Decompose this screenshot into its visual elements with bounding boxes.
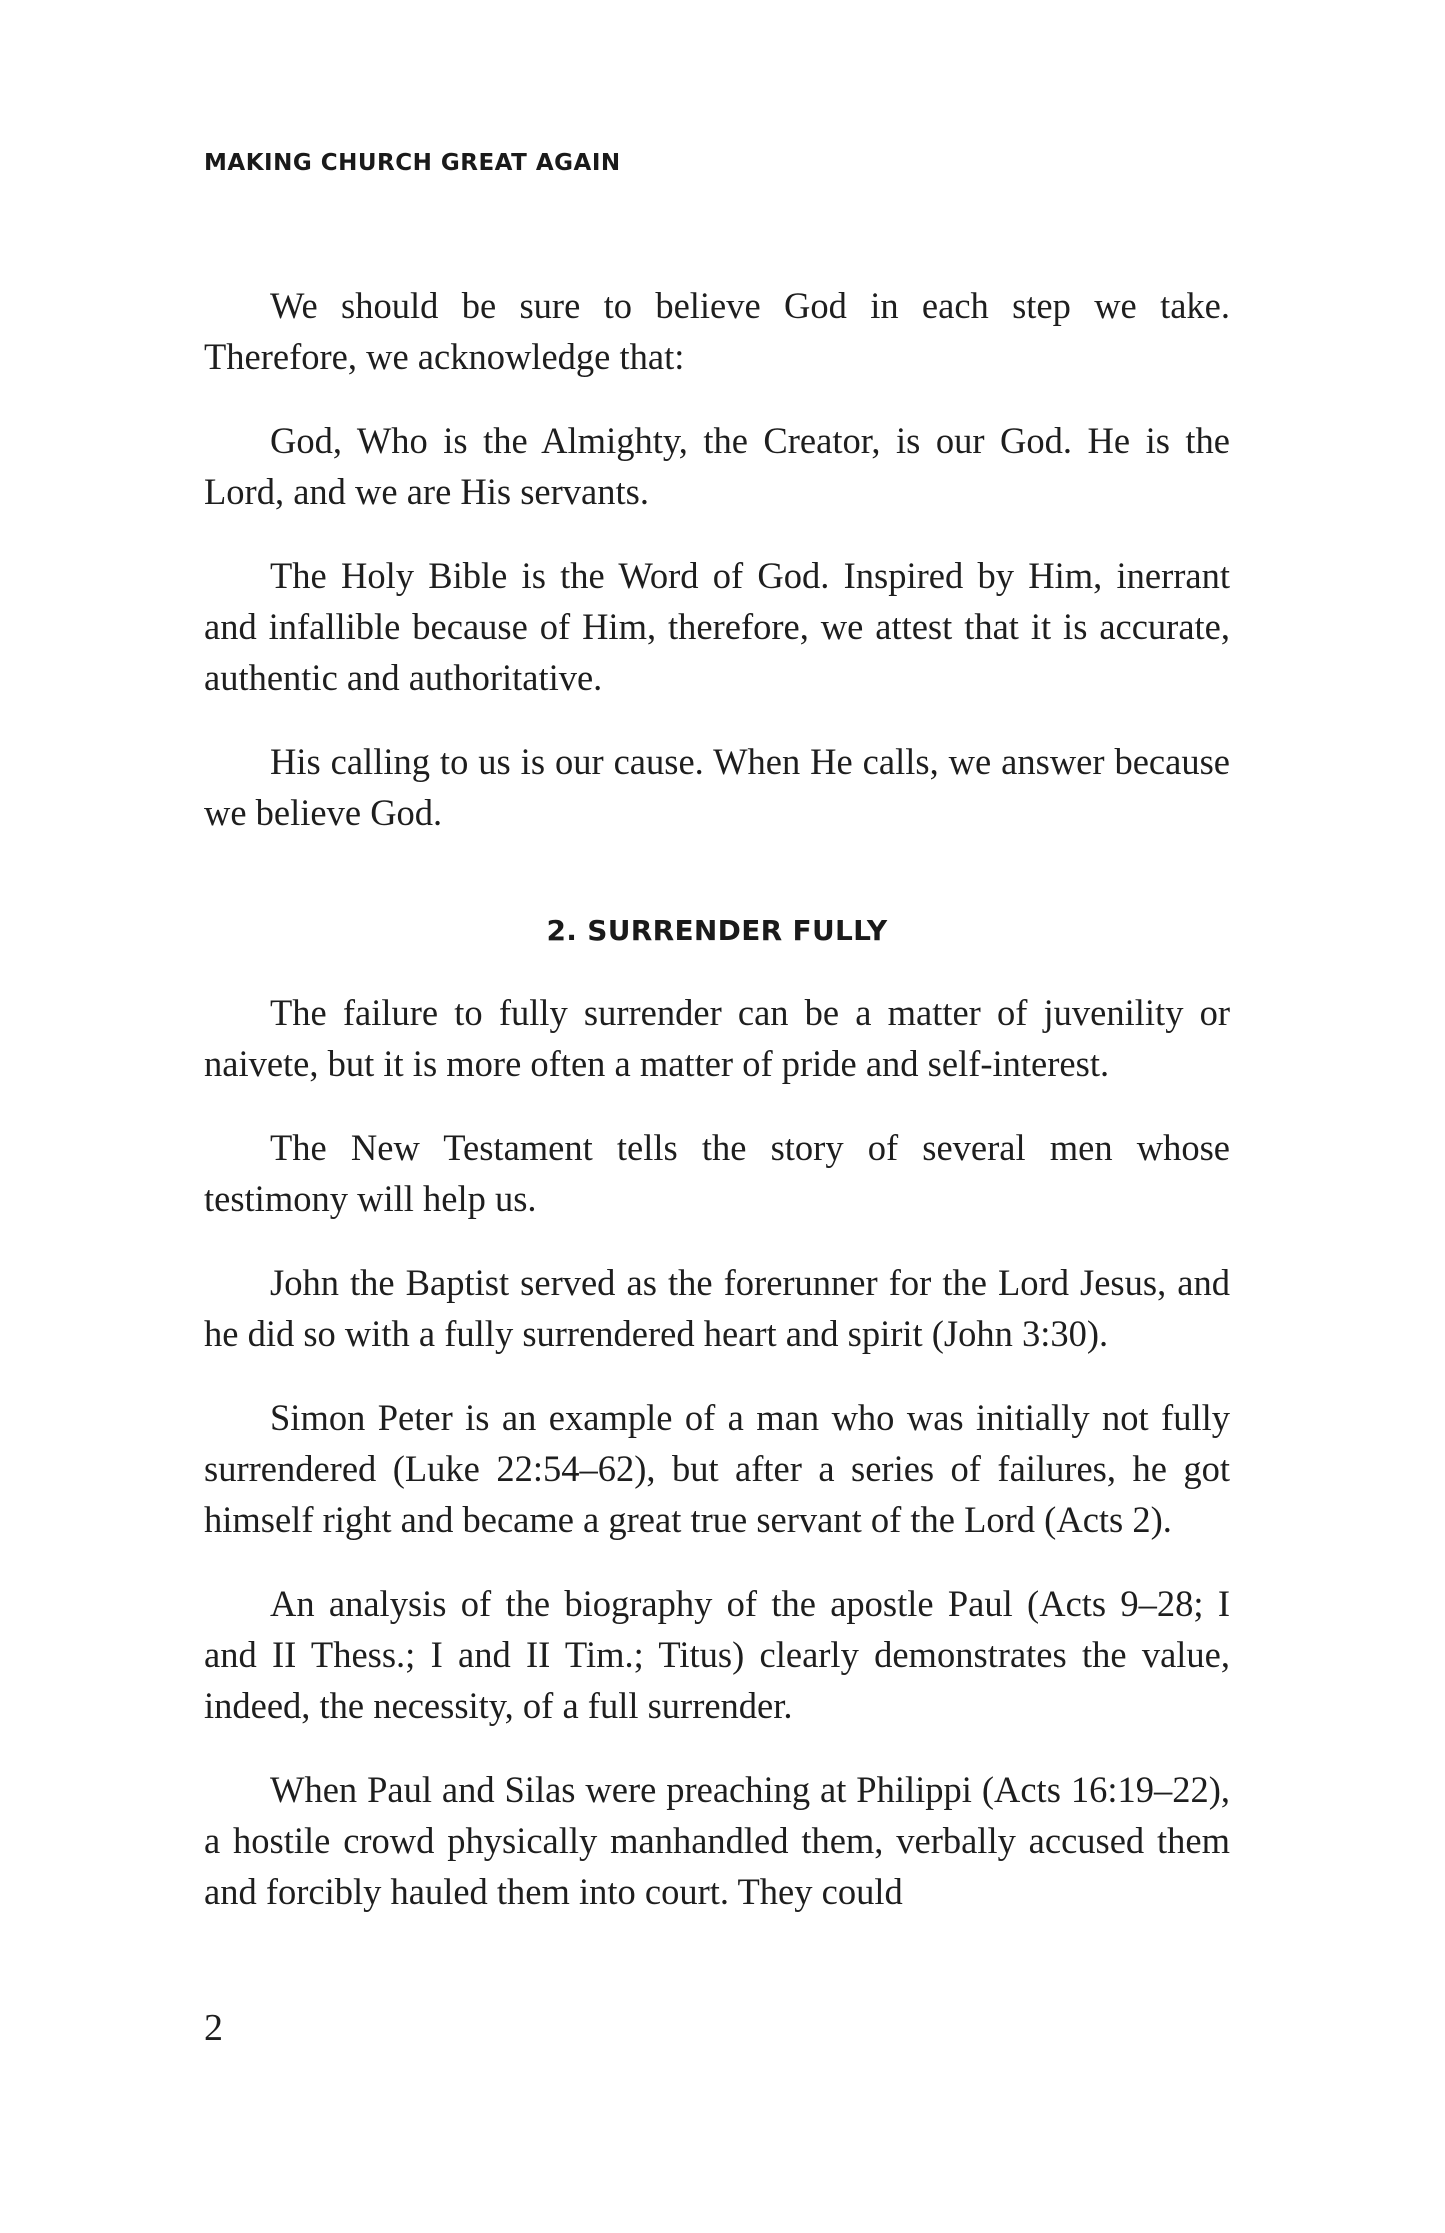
paragraph: God, Who is the Almighty, the Creator, is our God. He is the Lord, and we are His servants. [204,420,1230,512]
paragraph: The failure to fully surrender can be a matter of juvenility or naivete, but it is more often a matter of pride and self-interest. [204,992,1230,1084]
running-head: MAKING CHURCH GREAT AGAIN [204,150,621,176]
paragraph: The New Testament tells the story of several men whose testimony will help us. [204,1127,1230,1219]
body-text [204,280,1230,1950]
paragraph: An analysis of the biography of the apostle Paul (Acts 9–28; I and II Thess.; I and II Tim.; Titus) clearly demonstrates the value, indeed, the necessity, of a full surrender. [204,1583,1230,1726]
paragraph: His calling to us is our cause. When He calls, we answer because we believe God. [204,741,1230,833]
page-number: 2 [204,2007,223,2049]
paragraph: The Holy Bible is the Word of God. Inspired by Him, inerrant and infallible because of Him, therefore, we attest that it is accurate, authentic and authoritative. [204,555,1230,698]
paragraph: When Paul and Silas were preaching at Philippi (Acts 16:19–22), a hostile crowd physically manhandled them, verbally accused them and forcibly hauled them into court. They could [204,1769,1230,1912]
paragraph: We should be sure to believe God in each step we take. Therefore, we acknowledge that: [204,285,1230,377]
paragraph: Simon Peter is an example of a man who was initially not fully surrendered (Luke 22:54–62), but after a series of failures, he got himself right and became a great true servant of the Lord (Acts 2). [204,1397,1230,1540]
paragraph: John the Baptist served as the forerunner for the Lord Jesus, and he did so with a fully surrendered heart and spirit (John 3:30). [204,1262,1230,1354]
section-heading: 2. SURRENDER FULLY [546,914,888,947]
